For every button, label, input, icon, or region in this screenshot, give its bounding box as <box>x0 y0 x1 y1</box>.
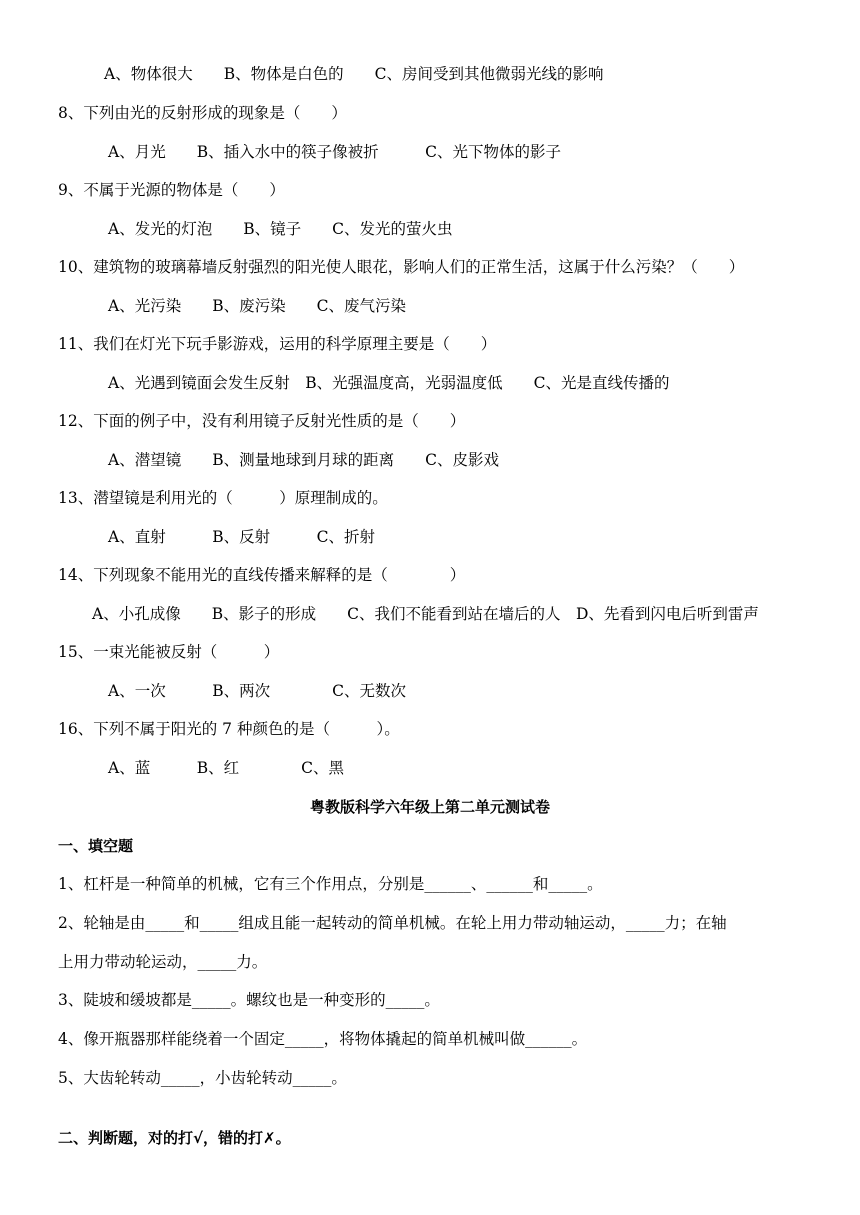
fill-question-3: 3、陡坡和缓坡都是_____。螺纹也是一种变形的_____。 <box>58 991 440 1009</box>
question-11-options: A、光遇到镜面会发生反射 B、光强温度高，光弱温度低 C、光是直线传播的 <box>108 374 670 392</box>
section-fill-heading: 一、填空题 <box>58 837 134 855</box>
question-16: 16、下列不属于阳光的 7 种颜色的是（ ）。 <box>58 720 400 738</box>
question-13-options: A、直射 B、反射 C、折射 <box>108 528 375 546</box>
question-11: 11、我们在灯光下玩手影游戏，运用的科学原理主要是（ ） <box>58 335 497 353</box>
fill-question-2-cont: 上用力带动轮运动，_____力。 <box>58 953 268 971</box>
question-12: 12、下面的例子中，没有利用镜子反射光性质的是（ ） <box>58 412 466 430</box>
question-8-options: A、月光 B、插入水中的筷子像被折 C、光下物体的影子 <box>108 143 561 161</box>
question-9: 9、不属于光源的物体是（ ） <box>58 181 285 199</box>
fill-question-1: 1、杠杆是一种简单的机械，它有三个作用点，分别是______、______和_____。 <box>58 875 603 893</box>
previous-question-options: A、物体很大 B、物体是白色的 C、房间受到其他微弱光线的影响 <box>104 65 604 83</box>
fill-question-4: 4、像开瓶器那样能绕着一个固定_____，将物体撬起的简单机械叫做______。 <box>58 1030 588 1048</box>
fill-question-2: 2、轮轴是由_____和_____组成且能一起转动的简单机械。在轮上用力带动轴运动，_____力；在轴 <box>58 914 727 932</box>
question-10: 10、建筑物的玻璃幕墙反射强烈的阳光使人眼花，影响人们的正常生活，这属于什么污染？（ ） <box>58 258 745 276</box>
question-9-options: A、发光的灯泡 B、镜子 C、发光的萤火虫 <box>108 220 453 238</box>
question-16-options: A、蓝 B、红 C、黑 <box>108 759 344 777</box>
question-10-options: A、光污染 B、废污染 C、废气污染 <box>108 297 406 315</box>
question-14-options: A、小孔成像 B、影子的形成 C、我们不能看到站在墙后的人 D、先看到闪电后听到雷声 <box>92 605 759 623</box>
question-13: 13、潜望镜是利用光的（ ）原理制成的。 <box>58 489 388 507</box>
unit-title: 粤教版科学六年级上第二单元测试卷 <box>309 798 550 816</box>
section-judge-heading: 二、判断题，对的打√，错的打✗。 <box>58 1129 291 1147</box>
question-15-options: A、一次 B、两次 C、无数次 <box>108 682 406 700</box>
question-15: 15、一束光能被反射（ ） <box>58 643 280 661</box>
question-14: 14、下列现象不能用光的直线传播来解释的是（ ） <box>58 566 466 584</box>
fill-question-5: 5、大齿轮转动_____，小齿轮转动_____。 <box>58 1069 347 1087</box>
question-8: 8、下列由光的反射形成的现象是（ ） <box>58 104 347 122</box>
question-12-options: A、潜望镜 B、测量地球到月球的距离 C、皮影戏 <box>108 451 499 469</box>
